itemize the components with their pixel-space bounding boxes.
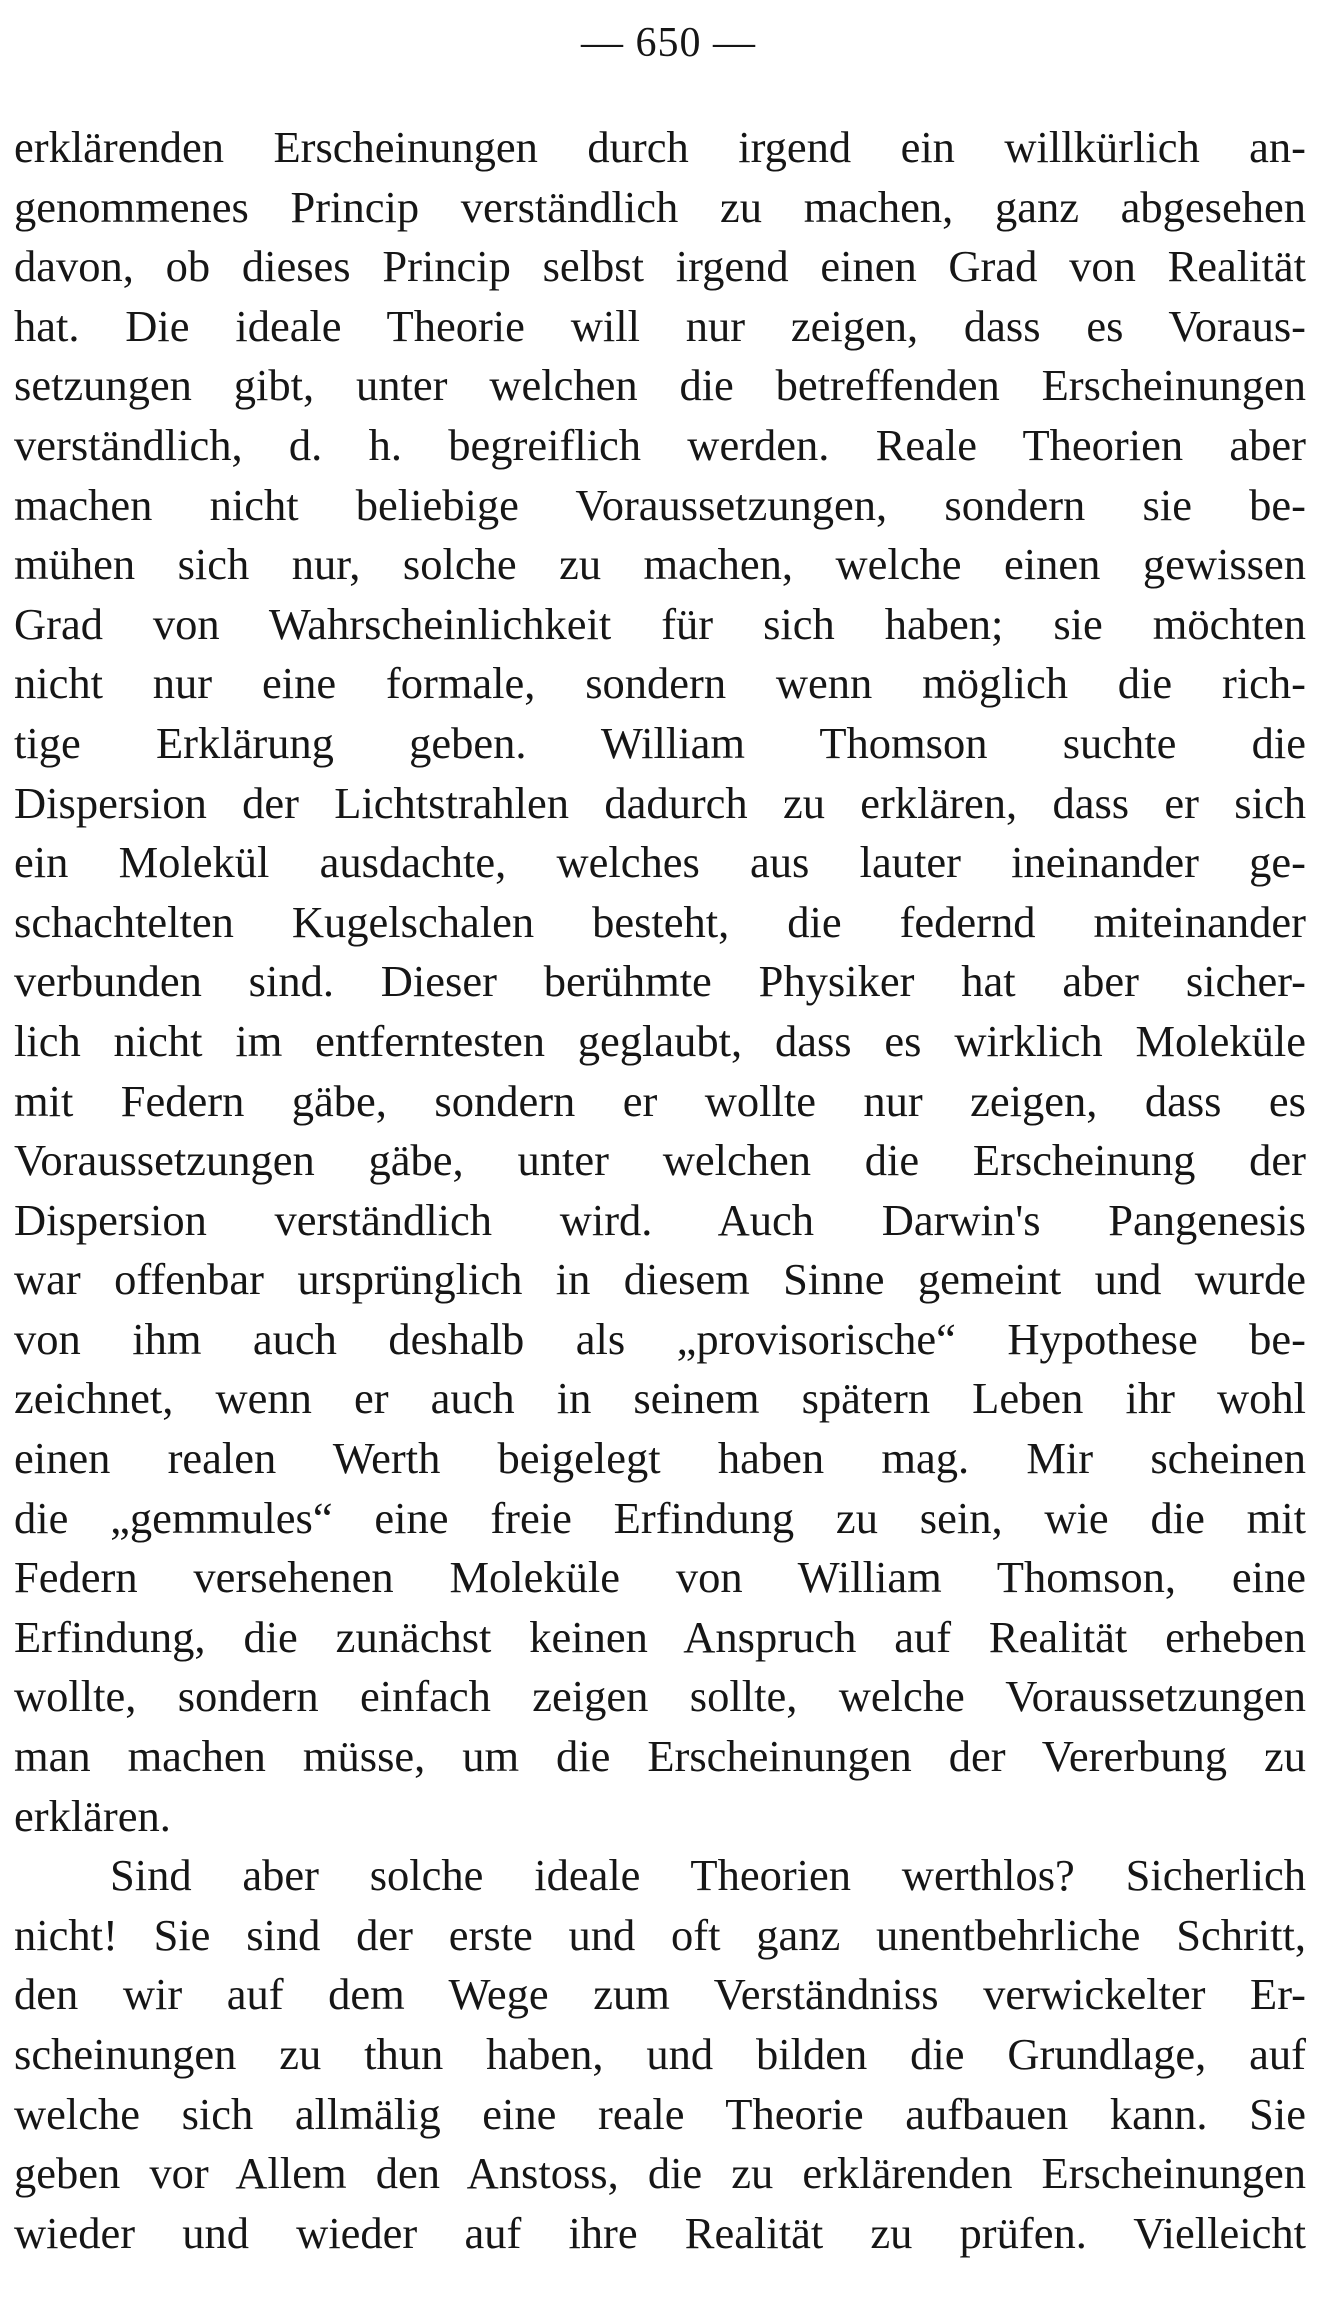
body-text [14, 118, 1306, 2263]
text-line: setzungen gibt, unter welchen die betreffenden Erscheinungen [14, 360, 1306, 411]
text-line: den wir auf dem Wege zum Verständniss verwickelter Er- [14, 1969, 1306, 2020]
text-line: Federn versehenen Moleküle von William Thomson, eine [14, 1552, 1306, 1603]
text-line: ein Molekül ausdachte, welches aus lauter ineinander ge- [14, 837, 1306, 888]
text-line: nicht nur eine formale, sondern wenn möglich die rich- [14, 658, 1306, 709]
text-line: welche sich allmälig eine reale Theorie aufbauen kann. Sie [14, 2088, 1306, 2139]
text-line: mit Federn gäbe, sondern er wollte nur zeigen, dass es [14, 1075, 1306, 1126]
text-line: machen nicht beliebige Voraussetzungen, sondern sie be- [14, 479, 1306, 530]
text-line: nicht! Sie sind der erste und oft ganz unentbehrliche Schritt, [14, 1909, 1306, 1960]
text-line: von ihm auch deshalb als „provisorische“ Hypothese be- [14, 1313, 1306, 1364]
page-number: — 650 — [581, 20, 756, 66]
paragraph-2 [14, 1846, 1306, 2263]
text-line: verbunden sind. Dieser berühmte Physiker hat aber sicher- [14, 956, 1306, 1007]
text-line: einen realen Werth beigelegt haben mag. Mir scheinen [14, 1433, 1306, 1484]
text-line: erklären. [14, 1790, 171, 1841]
text-line: mühen sich nur, solche zu machen, welche einen gewissen [14, 539, 1306, 590]
text-line: scheinungen zu thun haben, und bilden die Grundlage, auf [14, 2029, 1306, 2079]
text-line: verständlich, d. h. begreiflich werden. Reale Theorien aber [14, 419, 1306, 470]
text-line: Voraussetzungen gäbe, unter welchen die Erscheinung der [14, 1135, 1306, 1186]
paragraph-1 [14, 118, 1306, 1846]
text-line: man machen müsse, um die Erscheinungen der Vererbung zu [14, 1731, 1306, 1782]
text-line: erklärenden Erscheinungen durch irgend ein willkürlich an- [14, 122, 1306, 172]
text-line: Dispersion verständlich wird. Auch Darwin's Pangenesis [14, 1194, 1306, 1245]
text-line: tige Erklärung geben. William Thomson suchte die [14, 717, 1306, 768]
text-line: wollte, sondern einfach zeigen sollte, welche Voraussetzungen [14, 1671, 1306, 1722]
text-line: Sind aber solche ideale Theorien werthlos? Sicherlich [110, 1850, 1306, 1901]
text-line: Grad von Wahrscheinlichkeit für sich haben; sie möchten [14, 598, 1306, 649]
text-line: die „gemmules“ eine freie Erfindung zu sein, wie die mit [14, 1492, 1306, 1543]
text-line: schachtelten Kugelschalen besteht, die federnd miteinander [14, 896, 1306, 947]
text-line: geben vor Allem den Anstoss, die zu erklärenden Erscheinungen [14, 2148, 1306, 2199]
text-line: wieder und wieder auf ihre Realität zu prüfen. Vielleicht [14, 2207, 1306, 2258]
text-line: hat. Die ideale Theorie will nur zeigen, dass es Voraus- [14, 300, 1306, 351]
text-line: davon, ob dieses Princip selbst irgend einen Grad von Realität [14, 241, 1306, 292]
text-line: genommenes Princip verständlich zu machen, ganz abgesehen [14, 181, 1306, 232]
text-line: Dispersion der Lichtstrahlen dadurch zu erklären, dass er sich [14, 777, 1306, 828]
text-line: lich nicht im entferntesten geglaubt, dass es wirklich Moleküle [14, 1015, 1306, 1066]
text-line: war offenbar ursprünglich in diesem Sinne gemeint und wurde [14, 1254, 1306, 1305]
text-line: Erfindung, die zunächst keinen Anspruch auf Realität erheben [14, 1611, 1306, 1662]
text-line: zeichnet, wenn er auch in seinem spätern Leben ihr wohl [14, 1373, 1306, 1424]
